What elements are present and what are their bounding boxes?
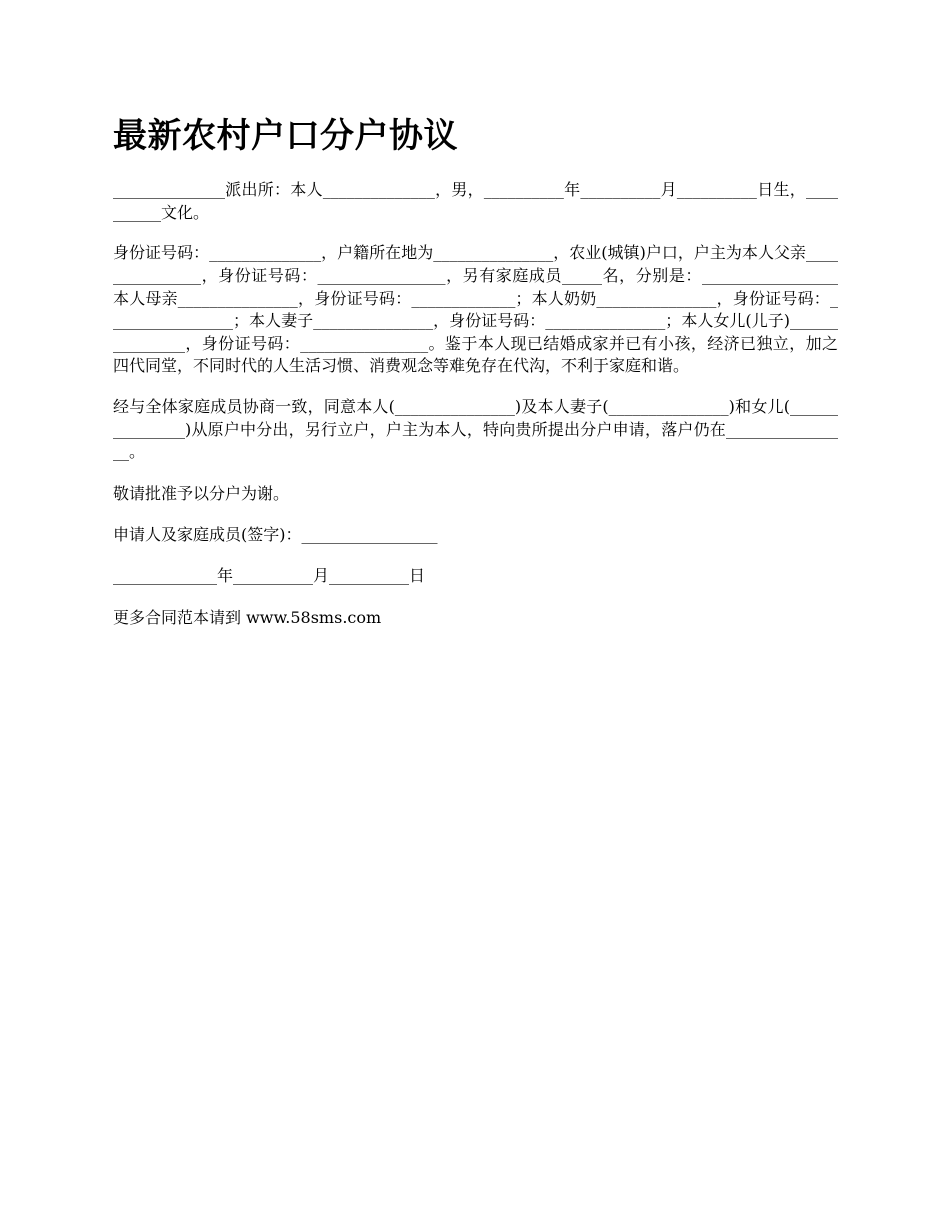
paragraph-separation-request: 经与全体家庭成员协商一致，同意本人(_______________)及本人妻子(_______________)和女儿(_______________)从原户中分出，另行立户，户主为本人，特向贵所提出分户申请，落户仍在________________。	[113, 397, 838, 462]
date-line: _____________年__________月__________日	[113, 566, 426, 586]
footer-website-note: 更多合同范本请到 www.58sms.com	[113, 607, 382, 627]
applicant-signature-line: 申请人及家庭成员(签字)：_________________	[113, 525, 438, 545]
paragraph-approval-request: 敬请批准予以分户为谢。	[113, 484, 290, 504]
paragraph-police-station-intro: ______________派出所：本人______________，男，__________年__________月__________日生，__________文化。	[113, 180, 838, 222]
document-page	[113, 108, 838, 647]
paragraph-household-members: 身份证号码：______________，户籍所在地为_______________，农业(城镇)户口，户主为本人父亲_______________，身份证号码：________________，另有家庭成员_____名，分别是：_________________本人母亲_______________，身份证号码：_____________；本人奶奶_______________，身份证号码：________________；本人妻子_______________，身份证号码：_______________；本人女儿(儿子)_______________，身份证号码：________________。鉴于本人现已结婚成家并已有小孩，经济已独立，加之四代同堂，不同时代的人生活习惯、消费观念等难免存在代沟，不利于家庭和谐。	[113, 243, 838, 376]
document-title: 最新农村户口分户协议	[113, 116, 458, 156]
